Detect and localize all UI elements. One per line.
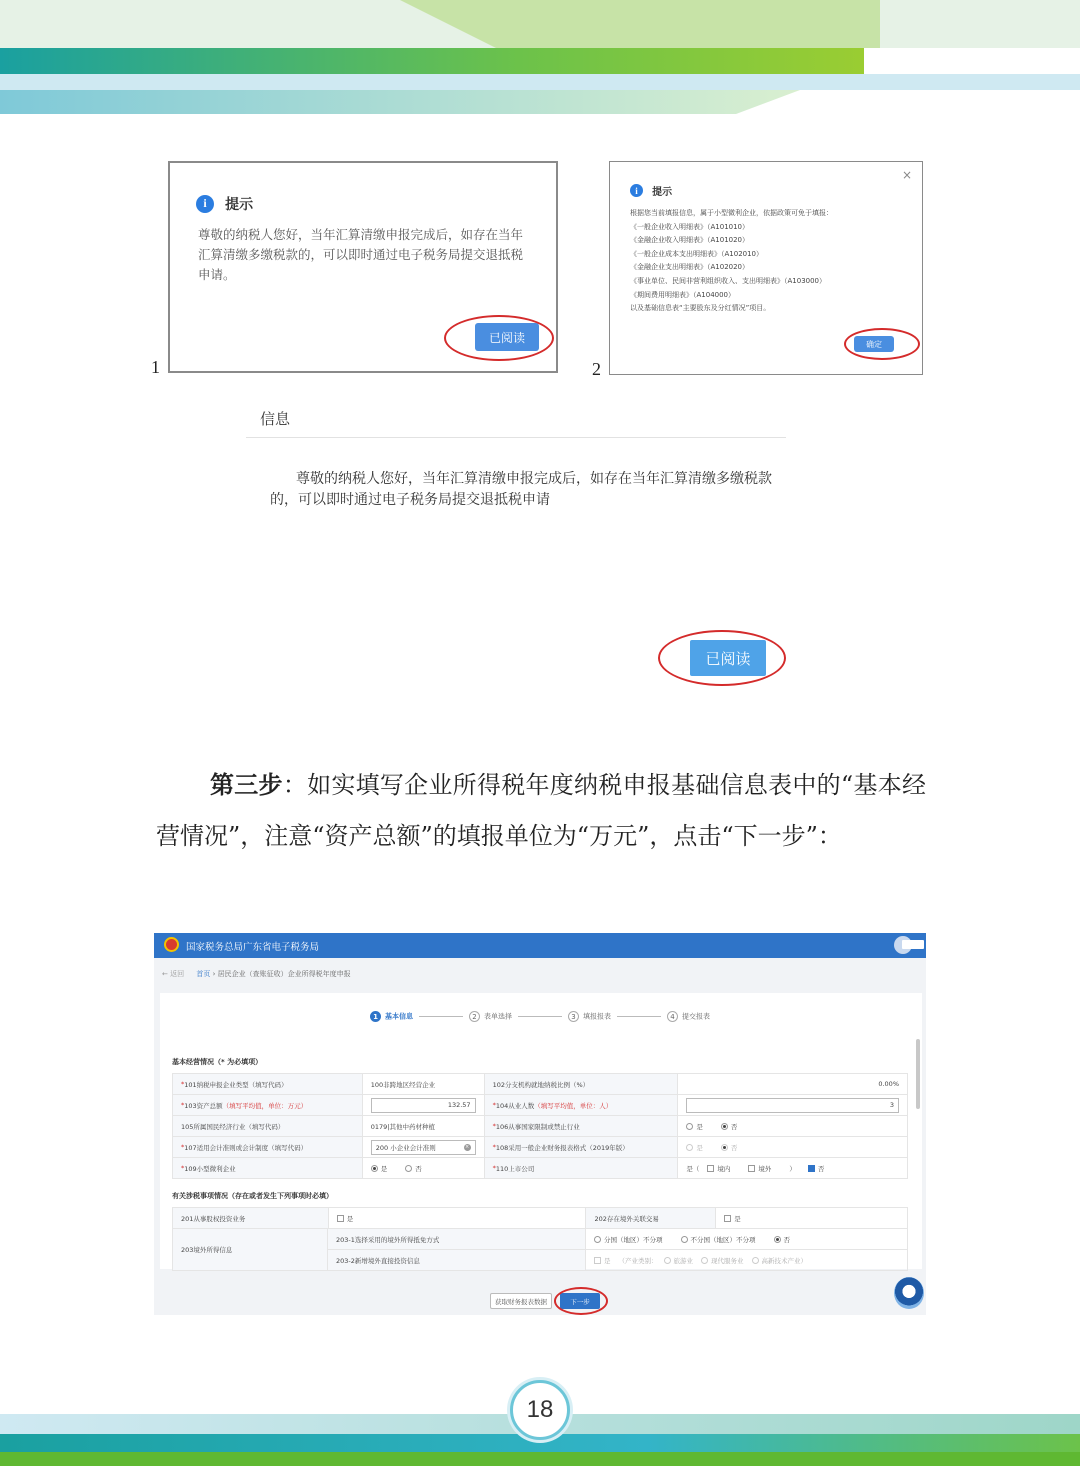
field-value bbox=[678, 1116, 908, 1137]
checkbox-icon bbox=[724, 1215, 731, 1222]
basic-info-table bbox=[172, 1073, 908, 1179]
dialog-title: 提示 bbox=[652, 187, 673, 198]
radio-icon bbox=[686, 1144, 693, 1151]
field-value bbox=[363, 1095, 485, 1116]
confirm-button[interactable]: 确定 bbox=[854, 336, 894, 352]
radio-icon bbox=[664, 1257, 671, 1264]
user-name-masked[interactable] bbox=[902, 940, 924, 949]
radio-yes bbox=[686, 1143, 703, 1152]
label-text: 107适用会计准则或会计制度（填写代码） bbox=[184, 1143, 308, 1152]
label-note: （填写平均值，单位：万元） bbox=[222, 1101, 308, 1110]
checkbox-icon bbox=[337, 1215, 344, 1222]
assistant-robot-icon[interactable] bbox=[894, 1277, 924, 1309]
step-number: 2 bbox=[469, 1011, 480, 1022]
label-text: 110上市公司 bbox=[495, 1164, 535, 1173]
page-number: 18 bbox=[526, 1396, 554, 1423]
label-text: 109小型微利企业 bbox=[184, 1164, 236, 1173]
checkbox-label: 否 bbox=[817, 1164, 825, 1173]
checkbox-label: 是 bbox=[734, 1214, 741, 1223]
radio-yes[interactable] bbox=[686, 1122, 703, 1131]
checkbox-label: 境内 bbox=[717, 1164, 731, 1173]
field-label: * 107适用会计准则或会计制度（填写代码） bbox=[173, 1137, 363, 1158]
step-label: 基本信息 bbox=[385, 1012, 413, 1021]
scrollbar[interactable] bbox=[916, 1039, 920, 1109]
dialog-header bbox=[196, 193, 253, 214]
radio-label: 高新技术产业） bbox=[761, 1256, 807, 1265]
radio-yes[interactable] bbox=[371, 1164, 388, 1173]
field-value bbox=[678, 1137, 908, 1158]
field-label: * 101纳税申报企业类型（填写代码） bbox=[173, 1074, 363, 1095]
table-row bbox=[173, 1137, 908, 1158]
field-value: 0179|其他中药材种植 bbox=[363, 1116, 485, 1137]
radio-icon bbox=[405, 1165, 412, 1172]
dialog-title: 提示 bbox=[225, 196, 254, 213]
radio-label: 是 bbox=[696, 1143, 703, 1152]
dialog-line: 《金融企业支出明细表》（A102020） bbox=[630, 263, 750, 272]
checkbox-icon bbox=[748, 1165, 755, 1172]
industry-label: （产业类别： bbox=[618, 1256, 658, 1265]
table-row-group bbox=[173, 1229, 908, 1271]
field-label: 202存在境外关联交易 bbox=[586, 1208, 716, 1229]
field-label: 102分支机构就地纳税比例（%） bbox=[485, 1074, 679, 1095]
step-number: 3 bbox=[568, 1011, 579, 1022]
step-number: 4 bbox=[667, 1011, 678, 1022]
dialog-header bbox=[630, 180, 672, 199]
step-label: 第三步 bbox=[210, 771, 283, 799]
radio-no[interactable] bbox=[721, 1122, 738, 1131]
step-submit[interactable] bbox=[667, 1011, 710, 1022]
checkbox-label: 境外 bbox=[758, 1164, 772, 1173]
dialog-body: 尊敬的纳税人您好，当年汇算清缴申报完成后，如存在当年汇算清缴多缴税款的，可以即时通过电子税务局提交退抵税申请。 bbox=[198, 227, 524, 282]
field-value bbox=[678, 1095, 908, 1116]
table-row bbox=[328, 1229, 908, 1250]
back-link[interactable]: ← 返回 bbox=[162, 970, 185, 978]
accounting-standard-select[interactable] bbox=[371, 1140, 476, 1155]
total-assets-input[interactable]: 132.57 bbox=[371, 1098, 476, 1113]
bottom-band-green bbox=[0, 1452, 1080, 1466]
dialog-body bbox=[630, 207, 833, 316]
step-text: ：如实填写企业所得税年度纳税申报基础信息表中的“基本经营情况”，注意“资产总额”的填报单位为“万元”，点击“下一步”： bbox=[156, 771, 927, 850]
label-text: 106从事国家限制或禁止行业 bbox=[495, 1122, 580, 1131]
highlight-circle bbox=[658, 630, 786, 686]
step-number: 1 bbox=[370, 1011, 381, 1022]
dialog-line: 《一般企业收入明细表》（A101010） bbox=[630, 222, 750, 231]
radio-label: 否 bbox=[415, 1164, 422, 1173]
radio-hightech bbox=[752, 1256, 808, 1265]
info-panel-title: 信息 bbox=[260, 410, 291, 428]
section-title-basic: 基本经营情况（* 为必填项） bbox=[172, 1058, 263, 1066]
label-text: 103资产总额 bbox=[184, 1101, 223, 1110]
radio-modern-service bbox=[701, 1256, 744, 1265]
page-number-badge bbox=[510, 1380, 570, 1440]
table-row bbox=[173, 1074, 908, 1095]
field-value bbox=[329, 1208, 587, 1229]
checkbox-label: 是 bbox=[346, 1214, 354, 1223]
field-label: 203-1选择采用的境外所得抵免方式 bbox=[328, 1229, 586, 1250]
listed-label: 是（ bbox=[686, 1164, 700, 1173]
table-row bbox=[173, 1208, 908, 1229]
checkbox-no[interactable] bbox=[808, 1164, 825, 1173]
checkbox-new-investment bbox=[594, 1256, 611, 1265]
clear-icon[interactable]: × bbox=[464, 1144, 470, 1150]
radio-no bbox=[721, 1143, 738, 1152]
radio-label: 否 bbox=[730, 1143, 738, 1152]
form-card bbox=[160, 993, 922, 1269]
field-label: 203境外所得信息 bbox=[173, 1229, 328, 1271]
top-band-teal bbox=[0, 90, 800, 114]
dialog-line: 以及基础信息表“主要股东及分红情况”项目。 bbox=[630, 304, 771, 313]
radio-by-country[interactable] bbox=[594, 1235, 663, 1244]
notice-dialog-1 bbox=[168, 161, 558, 373]
next-step-button[interactable]: 下一步 bbox=[560, 1293, 600, 1309]
step-form-select[interactable] bbox=[469, 1011, 512, 1022]
home-link[interactable]: 首页 bbox=[196, 970, 211, 978]
radio-icon bbox=[701, 1257, 708, 1264]
info-icon: i bbox=[630, 184, 643, 197]
label-text: 101纳税申报企业类型（填写代码） bbox=[184, 1080, 288, 1089]
figure-number-2: 2 bbox=[592, 359, 601, 379]
radio-icon bbox=[594, 1236, 601, 1243]
dialog-line: 《期间费用明细表》（A104000） bbox=[630, 290, 736, 299]
step-paragraph bbox=[156, 760, 926, 862]
step-label: 提交报表 bbox=[682, 1012, 710, 1021]
checkbox-label: 是 bbox=[604, 1256, 611, 1265]
radio-label: 是 bbox=[380, 1164, 388, 1173]
field-value bbox=[363, 1158, 485, 1179]
radio-icon bbox=[752, 1257, 759, 1264]
radio-label: 分国（地区）不分项 bbox=[604, 1235, 663, 1244]
label-text: 104从业人数 bbox=[495, 1101, 535, 1110]
read-button[interactable]: 已阅读 bbox=[475, 323, 539, 351]
step-basic-info[interactable] bbox=[370, 1011, 413, 1022]
radio-not-by-country[interactable] bbox=[681, 1235, 756, 1244]
table-row bbox=[328, 1250, 908, 1271]
radio-checked-icon bbox=[721, 1123, 728, 1130]
field-label: * 108采用一般企业财务报表格式（2019年版） bbox=[485, 1137, 679, 1158]
wizard-steps bbox=[370, 1011, 710, 1022]
radio-label: 否 bbox=[783, 1235, 790, 1244]
read-button-large[interactable]: 已阅读 bbox=[690, 640, 766, 676]
field-label: * 109小型微利企业 bbox=[173, 1158, 363, 1179]
highlight-circle bbox=[844, 328, 920, 360]
radio-label: 不分国（地区）不分项 bbox=[690, 1235, 756, 1244]
section-title-tax-matters: 有关涉税事项情况（存在或者发生下列事项时必填） bbox=[172, 1192, 333, 1200]
radio-no[interactable] bbox=[774, 1235, 791, 1244]
field-label: 201从事股权投资业务 bbox=[173, 1208, 329, 1229]
info-panel-text: 尊敬的纳税人您好，当年汇算清缴申报完成后，如存在当年汇算清缴多缴税款的，可以即时通过电子税务局提交退抵税申请 bbox=[270, 471, 772, 508]
radio-tourism bbox=[664, 1256, 694, 1265]
checkbox-icon bbox=[594, 1257, 601, 1264]
radio-no[interactable] bbox=[405, 1164, 422, 1173]
label-note: （填写平均值，单位：人） bbox=[534, 1101, 613, 1110]
field-value bbox=[586, 1229, 908, 1250]
label-text: 108采用一般企业财务报表格式（2019年版） bbox=[495, 1143, 629, 1152]
table-row bbox=[173, 1095, 908, 1116]
step-connector bbox=[419, 1016, 463, 1017]
dialog-line: 《金融企业收入明细表》（A101020） bbox=[630, 236, 750, 245]
checkbox-equity[interactable] bbox=[337, 1214, 354, 1223]
breadcrumb bbox=[162, 969, 351, 979]
radio-checked-icon bbox=[371, 1165, 378, 1172]
field-label: 203-2新增境外直接投资信息 bbox=[328, 1250, 586, 1271]
checkbox-domestic[interactable] bbox=[707, 1164, 730, 1173]
select-value: 200 小企业会计准则 bbox=[375, 1143, 436, 1152]
sub-rows bbox=[328, 1229, 908, 1271]
radio-label: 否 bbox=[730, 1122, 738, 1131]
table-row bbox=[173, 1158, 908, 1179]
field-value: 100非跨地区经营企业 bbox=[363, 1074, 485, 1095]
top-band-light bbox=[0, 74, 1080, 90]
radio-checked-icon bbox=[774, 1236, 781, 1243]
divider bbox=[246, 437, 786, 438]
radio-label: 旅游业 bbox=[673, 1256, 693, 1265]
top-band-gradient bbox=[0, 48, 864, 74]
notice-dialog-2 bbox=[609, 161, 923, 375]
field-value bbox=[678, 1158, 908, 1179]
checkbox-related-party[interactable] bbox=[724, 1214, 741, 1223]
listed-close: ） bbox=[789, 1164, 796, 1173]
tax-emblem-icon bbox=[164, 937, 179, 952]
step-connector bbox=[518, 1016, 562, 1017]
step-fill-report[interactable] bbox=[568, 1011, 611, 1022]
fetch-financial-data-button[interactable]: 获取财务报表数据 bbox=[490, 1293, 552, 1309]
app-header bbox=[154, 933, 926, 958]
field-value bbox=[586, 1250, 908, 1271]
field-label: * 103资产总额 （填写平均值，单位：万元） bbox=[173, 1095, 363, 1116]
system-title: 国家税务总局广东省电子税务局 bbox=[186, 942, 320, 953]
info-icon: i bbox=[196, 195, 214, 213]
dialog-line: 《一般企业成本支出明细表》（A102010） bbox=[630, 249, 764, 258]
radio-icon bbox=[686, 1123, 693, 1130]
highlight-circle bbox=[444, 315, 554, 361]
checkbox-icon bbox=[707, 1165, 714, 1172]
field-label: 105所属国民经济行业（填写代码） bbox=[173, 1116, 363, 1137]
step-label: 填报报表 bbox=[583, 1012, 611, 1021]
dialog-line: 根据您当前填报信息，属于小型微利企业，依据政策可免于填报： bbox=[630, 209, 833, 217]
field-value bbox=[716, 1208, 908, 1229]
field-value bbox=[363, 1137, 485, 1158]
radio-icon bbox=[681, 1236, 688, 1243]
radio-label: 是 bbox=[696, 1122, 703, 1131]
dialog-line: 《事业单位、民间非营利组织收入、支出明细表》（A103000） bbox=[630, 276, 827, 285]
employees-input[interactable]: 3 bbox=[686, 1098, 899, 1113]
radio-checked-icon bbox=[721, 1144, 728, 1151]
field-label: * 106从事国家限制或禁止行业 bbox=[485, 1116, 679, 1137]
radio-label: 现代服务业 bbox=[711, 1256, 744, 1265]
close-icon[interactable]: × bbox=[901, 168, 912, 182]
tax-matters-table bbox=[172, 1207, 908, 1271]
checkbox-abroad[interactable] bbox=[748, 1164, 771, 1173]
figure-number-1: 1 bbox=[151, 357, 160, 377]
step-connector bbox=[617, 1016, 661, 1017]
field-label: * 104从业人数 （填写平均值，单位：人） bbox=[485, 1095, 679, 1116]
etax-screenshot bbox=[154, 933, 926, 1315]
field-label: * 110上市公司 bbox=[485, 1158, 679, 1179]
checkbox-checked-icon bbox=[808, 1165, 815, 1172]
breadcrumb-path: › 居民企业（查账征收）企业所得税年度申报 bbox=[212, 970, 351, 978]
highlight-circle bbox=[554, 1287, 608, 1315]
step-label: 表单选择 bbox=[484, 1012, 512, 1021]
field-value: 0.00% bbox=[678, 1074, 908, 1095]
table-row bbox=[173, 1116, 908, 1137]
